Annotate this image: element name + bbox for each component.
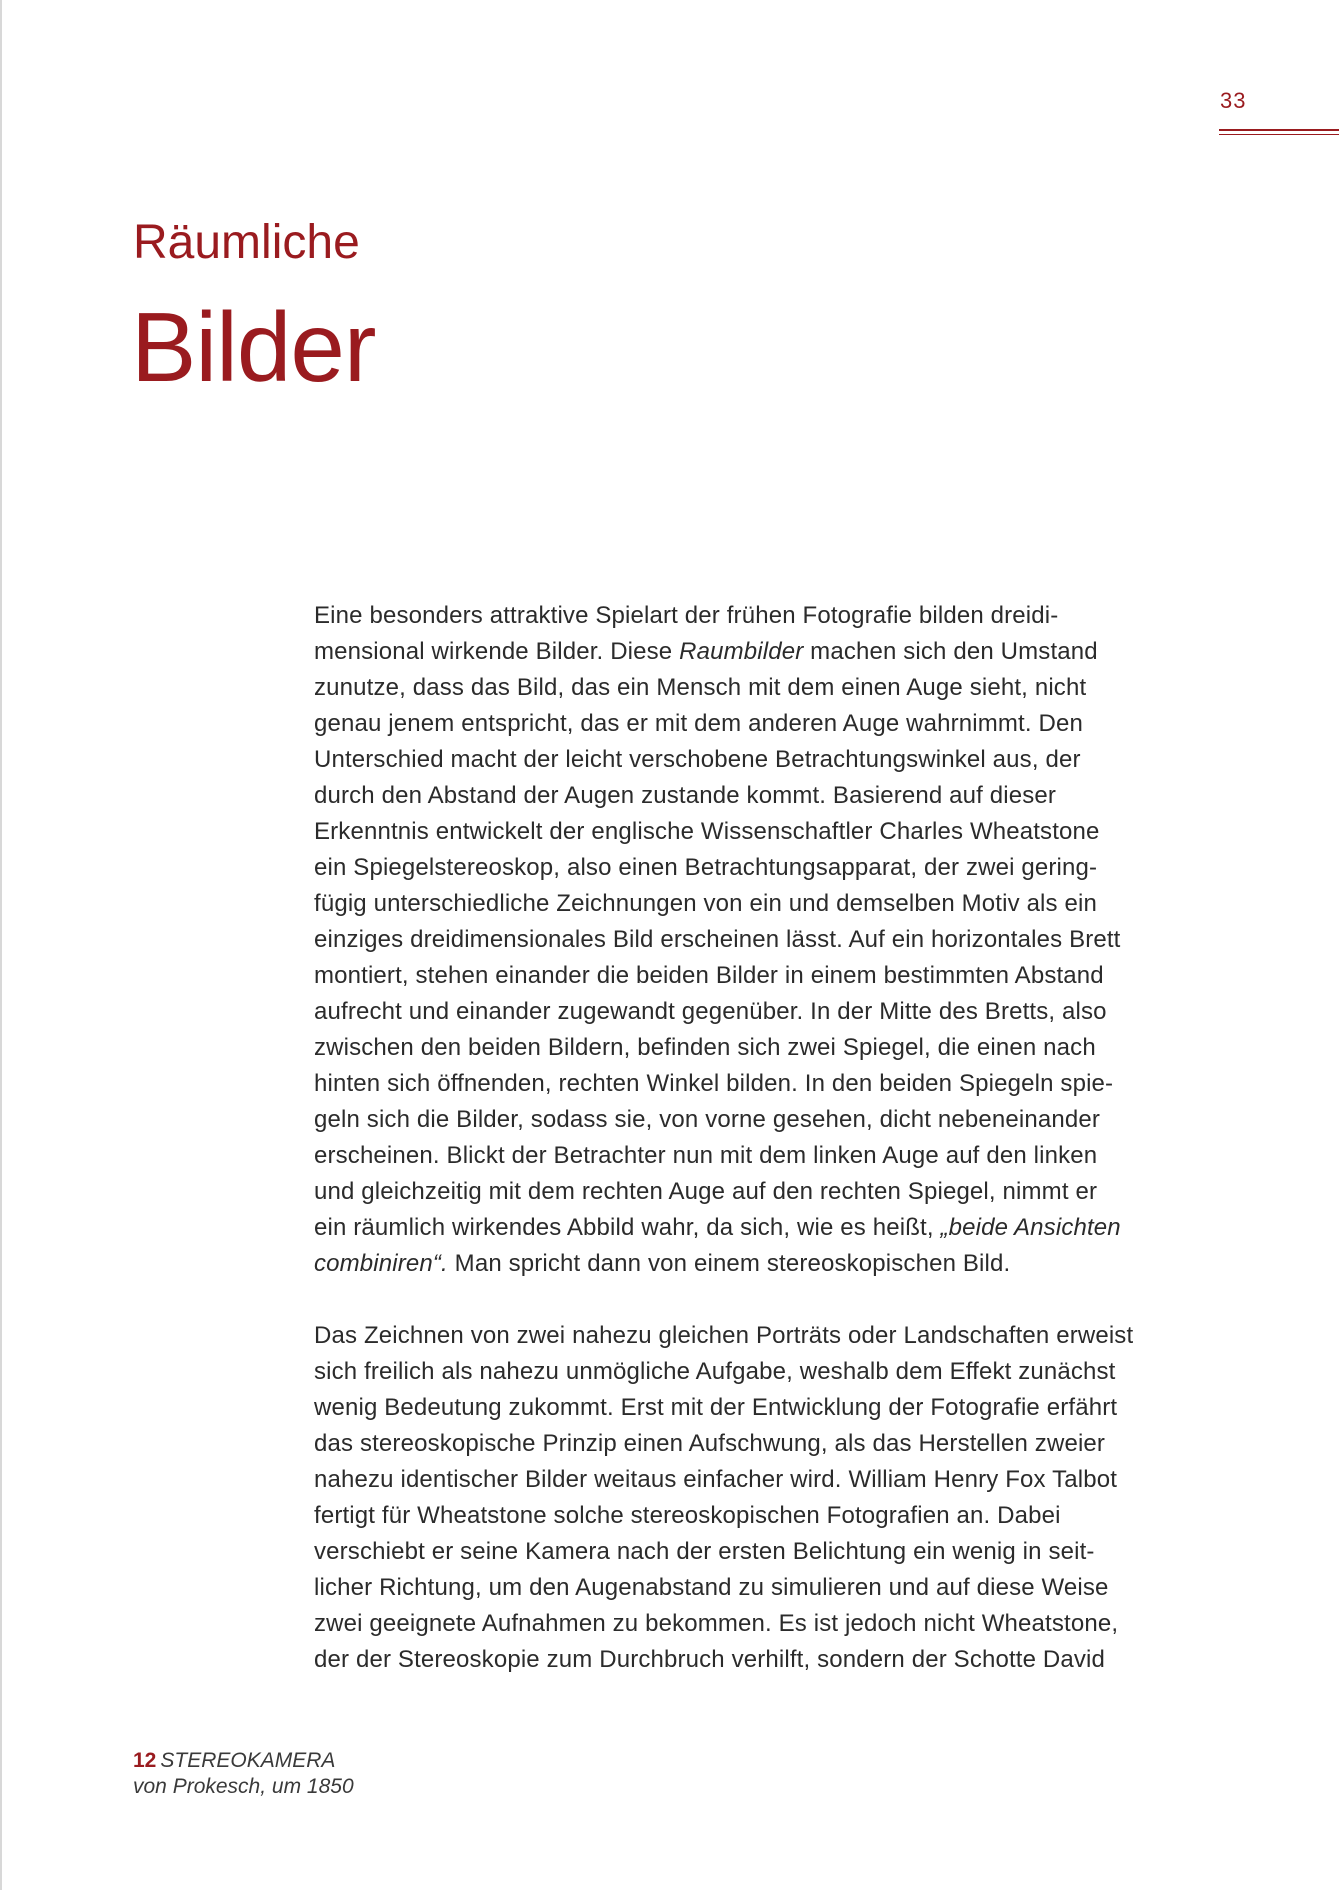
figure-caption <box>133 1748 354 1800</box>
text-line <box>314 1174 1214 1210</box>
text-line <box>314 1426 1214 1462</box>
text-segment: das stereoskopische Prinzip einen Aufschwung, als das Herstellen zweier <box>314 1430 1106 1457</box>
text-line <box>314 1606 1214 1642</box>
text-segment: licher Richtung, um den Augenabstand zu simulieren und auf diese Weise <box>314 1574 1109 1601</box>
text-segment: zwischen den beiden Bildern, befinden sich zwei Spiegel, die einen nach <box>314 1034 1096 1061</box>
text-line <box>314 598 1214 634</box>
text-segment: machen sich den Umstand <box>803 638 1098 665</box>
text-line <box>314 1570 1214 1606</box>
text-segment: wenig Bedeutung zukommt. Erst mit der Entwicklung der Fotografie erfährt <box>314 1394 1118 1421</box>
chapter-subtitle: Räumliche <box>133 216 360 269</box>
text-segment: hinten sich öffnenden, rechten Winkel bilden. In den beiden Spiegeln spie- <box>314 1070 1114 1097</box>
text-segment: zunutze, dass das Bild, das ein Mensch mit dem einen Auge sieht, nicht <box>314 674 1087 701</box>
header-rule <box>1219 129 1339 131</box>
text-line <box>314 634 1214 670</box>
text-segment: Das Zeichnen von zwei nahezu gleichen Porträts oder Landschaften erweist <box>314 1322 1134 1349</box>
text-segment: durch den Abstand der Augen zustande kommt. Basierend auf dieser <box>314 782 1057 809</box>
text-line <box>314 706 1214 742</box>
text-line <box>314 922 1214 958</box>
text-line <box>314 1138 1214 1174</box>
text-segment: montiert, stehen einander die beiden Bilder in einem bestimmten Abstand <box>314 962 1104 989</box>
body-text <box>314 598 1214 1678</box>
text-line <box>314 850 1214 886</box>
text-line <box>314 1534 1214 1570</box>
page-edge <box>0 0 2 1890</box>
text-segment: verschiebt er seine Kamera nach der ersten Belichtung ein wenig in seit- <box>314 1538 1095 1565</box>
text-line <box>314 1030 1214 1066</box>
text-segment: erscheinen. Blickt der Betrachter nun mit dem linken Auge auf den linken <box>314 1142 1098 1169</box>
text-line <box>314 1246 1214 1282</box>
text-line <box>314 1498 1214 1534</box>
paragraph-1 <box>314 598 1214 1282</box>
text-segment: mensional wirkende Bilder. Diese <box>314 638 680 665</box>
header-rule-thin <box>1219 134 1339 135</box>
paragraph-gap <box>314 1282 1214 1318</box>
italic-text: „beide Ansichten <box>940 1214 1121 1241</box>
text-line <box>314 778 1214 814</box>
page-number: 33 <box>1220 88 1247 113</box>
text-segment: fügig unterschiedliche Zeichnungen von ein und demselben Motiv als ein <box>314 890 1097 917</box>
text-line <box>314 814 1214 850</box>
text-segment: sich freilich als nahezu unmögliche Aufgabe, weshalb dem Effekt zunächst <box>314 1358 1116 1385</box>
paragraph-2 <box>314 1318 1214 1678</box>
caption-number: 12 <box>133 1749 157 1772</box>
caption-subtitle: von Prokesch, um 1850 <box>133 1775 354 1798</box>
text-segment: geln sich die Bilder, sodass sie, von vorne gesehen, dicht nebeneinander <box>314 1106 1100 1133</box>
text-segment: nahezu identischer Bilder weitaus einfacher wird. William Henry Fox Talbot <box>314 1466 1118 1493</box>
text-segment: Eine besonders attraktive Spielart der frühen Fotografie bilden dreidi- <box>314 602 1059 629</box>
chapter-title: Bilder <box>131 292 376 402</box>
text-segment: zwei geeignete Aufnahmen zu bekommen. Es ist jedoch nicht Wheatstone, <box>314 1610 1119 1637</box>
text-line <box>314 1102 1214 1138</box>
italic-text: combiniren“. <box>314 1250 448 1277</box>
text-segment: aufrecht und einander zugewandt gegenüber. In der Mitte des Bretts, also <box>314 998 1107 1025</box>
text-line <box>314 1318 1214 1354</box>
text-line <box>314 1210 1214 1246</box>
text-segment: fertigt für Wheatstone solche stereoskopischen Fotografien an. Dabei <box>314 1502 1061 1529</box>
text-segment: ein räumlich wirkendes Abbild wahr, da sich, wie es heißt, <box>314 1214 941 1241</box>
text-segment: ein Spiegelstereoskop, also einen Betrachtungsapparat, der zwei gering- <box>314 854 1098 881</box>
text-line <box>314 1066 1214 1102</box>
text-line <box>314 670 1214 706</box>
text-line <box>314 958 1214 994</box>
caption-title: STEREOKAMERA <box>160 1749 336 1772</box>
text-line <box>314 1354 1214 1390</box>
text-line <box>314 1462 1214 1498</box>
text-segment: der der Stereoskopie zum Durchbruch verhilft, sondern der Schotte David <box>314 1646 1106 1673</box>
italic-text: Raumbilder <box>679 638 804 665</box>
text-line <box>314 886 1214 922</box>
text-segment: Unterschied macht der leicht verschobene Betrachtungswinkel aus, der <box>314 746 1081 773</box>
text-segment: einziges dreidimensionales Bild erscheinen lässt. Auf ein horizontales Brett <box>314 926 1121 953</box>
text-line <box>314 1642 1214 1678</box>
text-segment: genau jenem entspricht, das er mit dem anderen Auge wahrnimmt. Den <box>314 710 1083 737</box>
text-segment: Man spricht dann von einem stereoskopischen Bild. <box>447 1250 1011 1277</box>
text-segment: und gleichzeitig mit dem rechten Auge auf den rechten Spiegel, nimmt er <box>314 1178 1098 1205</box>
text-line <box>314 1390 1214 1426</box>
text-line <box>314 994 1214 1030</box>
text-segment: Erkenntnis entwickelt der englische Wissenschaftler Charles Wheatstone <box>314 818 1100 845</box>
text-line <box>314 742 1214 778</box>
